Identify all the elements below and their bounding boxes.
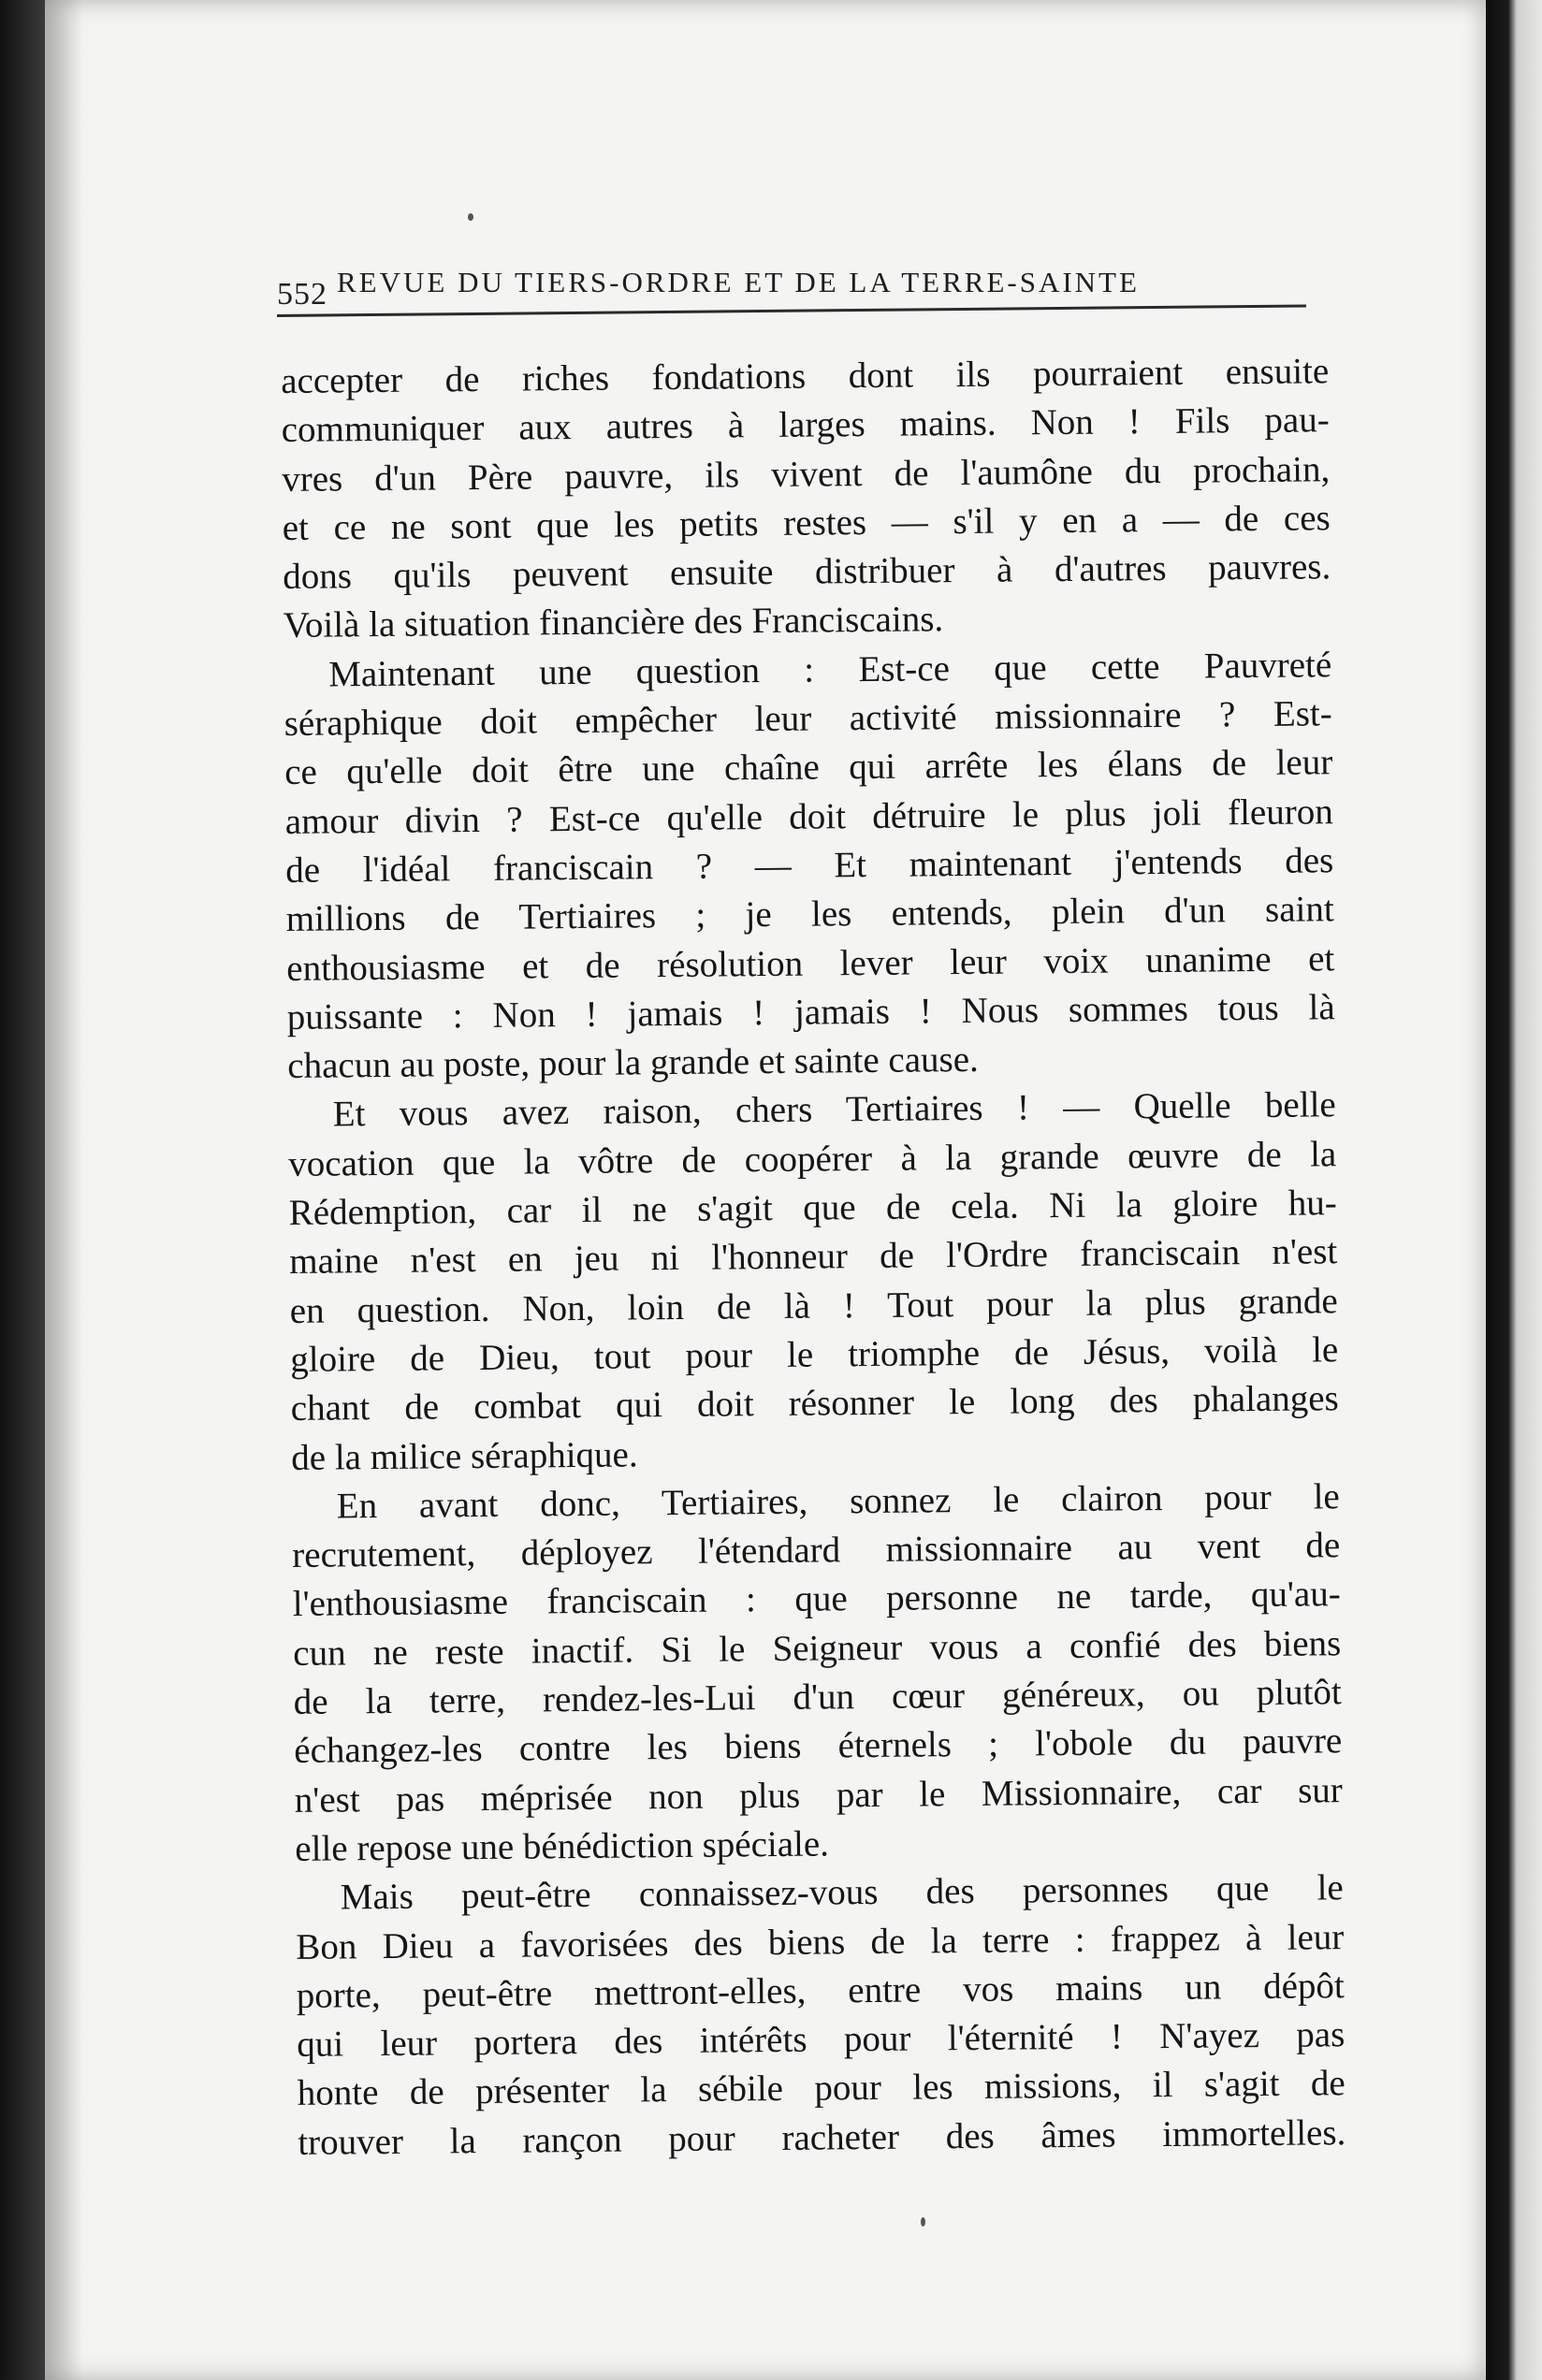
text-line: Maintenant une question : Est-ce que cette Pauvreté [328, 645, 1332, 695]
text-line: Bon Dieu a favorisées des biens de la terre : frappez à leur [296, 1916, 1345, 1967]
text-line: Voilà la situation financière des Franciscains. [283, 599, 944, 646]
text-line: chant de combat qui doit résonner le long des phalanges [290, 1378, 1339, 1429]
text-line: puissante : Non ! jamais ! jamais ! Nous sommes tous là [286, 987, 1335, 1038]
gutter-shadow [45, 0, 82, 2380]
paragraph-1 [281, 347, 1331, 651]
text-line: Rédemption, car il ne s'agit que de cela. Ni la gloire hu- [288, 1183, 1337, 1234]
paragraph-5 [296, 1864, 1346, 2168]
text-line: de la milice séraphique. [291, 1433, 638, 1478]
text-line: cun ne reste inactif. Si le Seigneur vous a confié des biens [293, 1622, 1342, 1674]
text-line: de la terre, rendez-les-Lui d'un cœur généreux, ou plutôt [293, 1672, 1342, 1722]
text-line: de l'idéal franciscain ? — Et maintenant j'entends des [285, 840, 1334, 891]
scan-left-margin [0, 0, 45, 2380]
text-line: vocation que la vôtre de coopérer à la grande œuvre de la [288, 1133, 1337, 1184]
body-text [281, 347, 1346, 2168]
text-line: En avant donc, Tertiaires, sonnez le clairon pour le [336, 1476, 1340, 1527]
dust-speck [921, 2217, 925, 2227]
text-line: séraphique doit empêcher leur activité missionnaire ? Est- [284, 693, 1332, 745]
text-line: ce qu'elle doit être une chaîne qui arrête les élans de leur [284, 742, 1333, 793]
text-line: gloire de Dieu, tout pour le triomphe de Jésus, voilà le [290, 1329, 1339, 1380]
text-line: et ce ne sont que les petits restes — s'il y en a — de ces [282, 498, 1331, 548]
text-line: recrutement, déployez l'étendard missionnaire au vent de [292, 1525, 1341, 1576]
dust-speck [468, 213, 473, 221]
text-line: chacun au poste, pour la grande et sainte cause. [287, 1039, 979, 1087]
text-line: accepter de riches fondations dont ils pourraient ensuite [281, 351, 1330, 401]
text-line: dons qu'ils peuvent ensuite distribuer à d'autres pauvres. [283, 546, 1331, 598]
text-line: honte de présenter la sébile pour les missions, il s'agit de [297, 2063, 1346, 2114]
text-line: amour divin ? Est-ce qu'elle doit détruire le plus joli fleuron [284, 791, 1333, 842]
text-line: échangez-les contre les biens éternels ; l'obole du pauvre [294, 1720, 1343, 1772]
page-number: 552 [277, 277, 327, 312]
text-line: Et vous avez raison, chers Tertiaires ! — Quelle belle [332, 1084, 1336, 1135]
text-line: vres d'un Père pauvre, ils vivent de l'aumône du prochain, [282, 448, 1331, 500]
text-line: maine n'est en jeu ni l'honneur de l'Ordre franciscain n'est [289, 1231, 1338, 1283]
text-line: qui leur portera des intérêts pour l'éternité ! N'ayez pas [297, 2014, 1346, 2066]
text-line: trouver la rançon pour racheter des âmes immortelles. [298, 2112, 1346, 2163]
text-line: n'est pas méprisée non plus par le Missionnaire, car sur [294, 1769, 1343, 1821]
running-header [277, 254, 1306, 311]
text-line: communiquer aux autres à larges mains. Non ! Fils pau- [281, 399, 1330, 451]
text-line: l'enthousiasme franciscain : que personne ne tarde, qu'au- [292, 1574, 1341, 1625]
text-line: en question. Non, loin de là ! Tout pour la plus grande [289, 1280, 1338, 1331]
paragraph-4 [292, 1473, 1344, 1874]
text-line: enthousiasme et de résolution lever leur voix unanime et [286, 937, 1335, 989]
text-line: porte, peut-être mettront-elles, entre vos mains un dépôt [296, 1965, 1345, 2016]
paragraph-2 [284, 641, 1335, 1091]
scan-right-margin [1486, 0, 1542, 2380]
running-title: REVUE DU TIERS-ORDRE ET DE LA TERRE-SAINTE [337, 266, 1140, 298]
text-line: Mais peut-être connaissez-vous des personnes que le [340, 1867, 1344, 1918]
text-line: elle repose une bénédiction spéciale. [295, 1823, 830, 1869]
text-line: millions de Tertiaires ; je les entends, plein d'un saint [285, 889, 1334, 940]
paragraph-3 [288, 1081, 1340, 1483]
